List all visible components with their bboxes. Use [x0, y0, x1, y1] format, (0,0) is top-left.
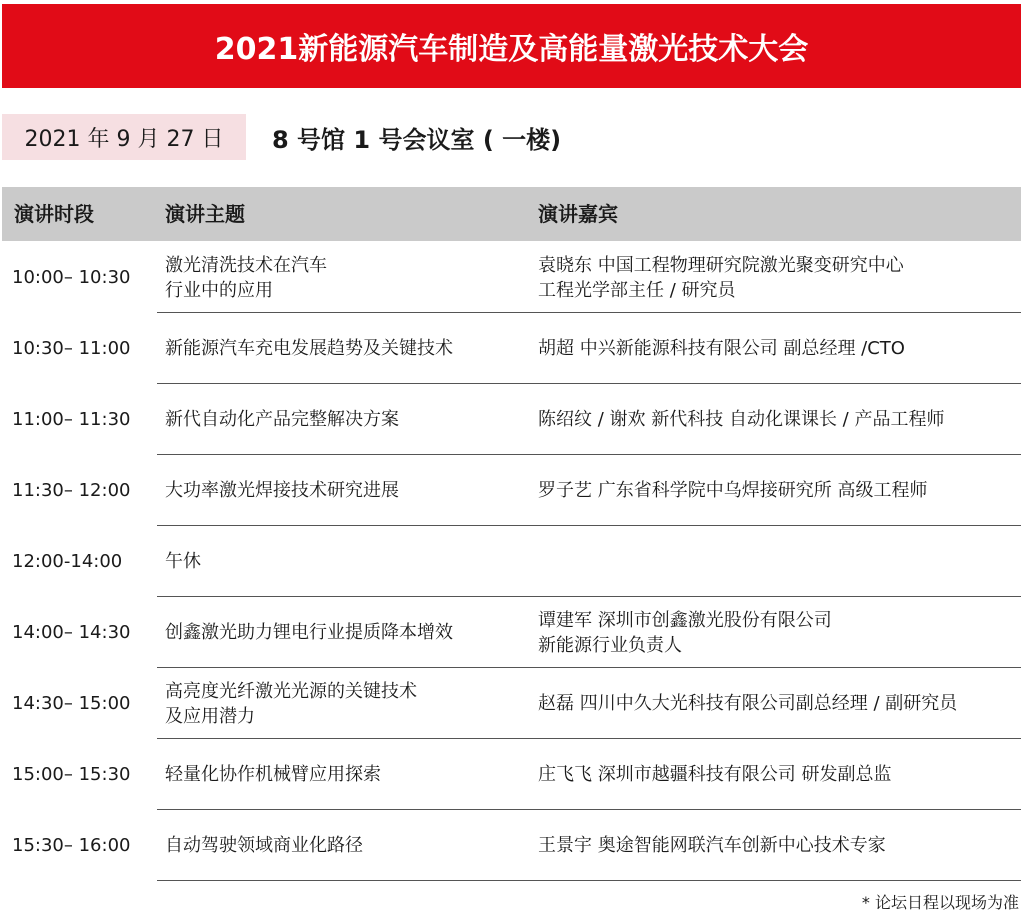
row-topic: 轻量化协作机械臂应用探索	[165, 764, 381, 785]
row-time: 11:30– 12:00	[12, 480, 131, 501]
date-badge: 2021 年 9 月 27 日	[2, 114, 246, 160]
conference-title-banner	[2, 4, 1021, 88]
venue-title: 8 号馆 1 号会议室 ( 一楼)	[272, 125, 562, 154]
row-speaker: 王景宇 奥途智能网联汽车创新中心技术专家	[538, 835, 886, 856]
header-speaker: 演讲嘉宾	[538, 202, 618, 226]
table-row	[0, 526, 1021, 597]
table-row	[0, 242, 1021, 313]
row-speaker: 袁晓东 中国工程物理研究院激光聚变研究中心 工程光学部主任 / 研究员	[538, 254, 904, 301]
row-time: 15:00– 15:30	[12, 764, 131, 785]
header-topic: 演讲主题	[165, 202, 245, 226]
table-row	[0, 810, 1021, 881]
row-topic: 大功率激光焊接技术研究进展	[165, 480, 399, 501]
row-time: 10:30– 11:00	[12, 338, 131, 359]
row-topic: 自动驾驶领域商业化路径	[165, 835, 363, 856]
row-topic: 新能源汽车充电发展趋势及关键技术	[165, 338, 453, 359]
row-divider	[157, 880, 1021, 881]
row-speaker: 谭建军 深圳市创鑫激光股份有限公司 新能源行业负责人	[538, 609, 832, 656]
header-time: 演讲时段	[14, 202, 94, 226]
row-time: 15:30– 16:00	[12, 835, 131, 856]
row-speaker: 胡超 中兴新能源科技有限公司 副总经理 /CTO	[538, 338, 905, 359]
row-time: 14:30– 15:00	[12, 693, 131, 714]
row-time: 12:00-14:00	[12, 551, 123, 572]
table-row	[0, 313, 1021, 384]
row-topic: 新代自动化产品完整解决方案	[165, 409, 399, 430]
table-row	[0, 597, 1021, 668]
table-row	[0, 455, 1021, 526]
row-topic: 激光清洗技术在汽车 行业中的应用	[165, 254, 327, 301]
row-speaker: 赵磊 四川中久大光科技有限公司副总经理 / 副研究员	[538, 693, 958, 714]
row-time: 10:00– 10:30	[12, 267, 131, 288]
table-header	[2, 187, 1021, 241]
footnote: * 论坛日程以现场为准	[861, 893, 1019, 912]
table-row	[0, 384, 1021, 455]
conference-title: 2021新能源汽车制造及高能量激光技术大会	[214, 32, 809, 67]
row-speaker: 陈绍纹 / 谢欢 新代科技 自动化课课长 / 产品工程师	[538, 409, 945, 430]
row-speaker: 罗子艺 广东省科学院中乌焊接研究所 高级工程师	[538, 480, 928, 501]
row-time: 14:00– 14:30	[12, 622, 131, 643]
table-row	[0, 668, 1021, 739]
row-topic: 创鑫激光助力锂电行业提质降本增效	[165, 622, 453, 643]
row-topic: 高亮度光纤激光光源的关键技术 及应用潜力	[165, 680, 417, 727]
row-speaker: 庄飞飞 深圳市越疆科技有限公司 研发副总监	[538, 764, 892, 785]
row-time: 11:00– 11:30	[12, 409, 131, 430]
table-row	[0, 739, 1021, 810]
row-topic: 午休	[165, 551, 201, 572]
